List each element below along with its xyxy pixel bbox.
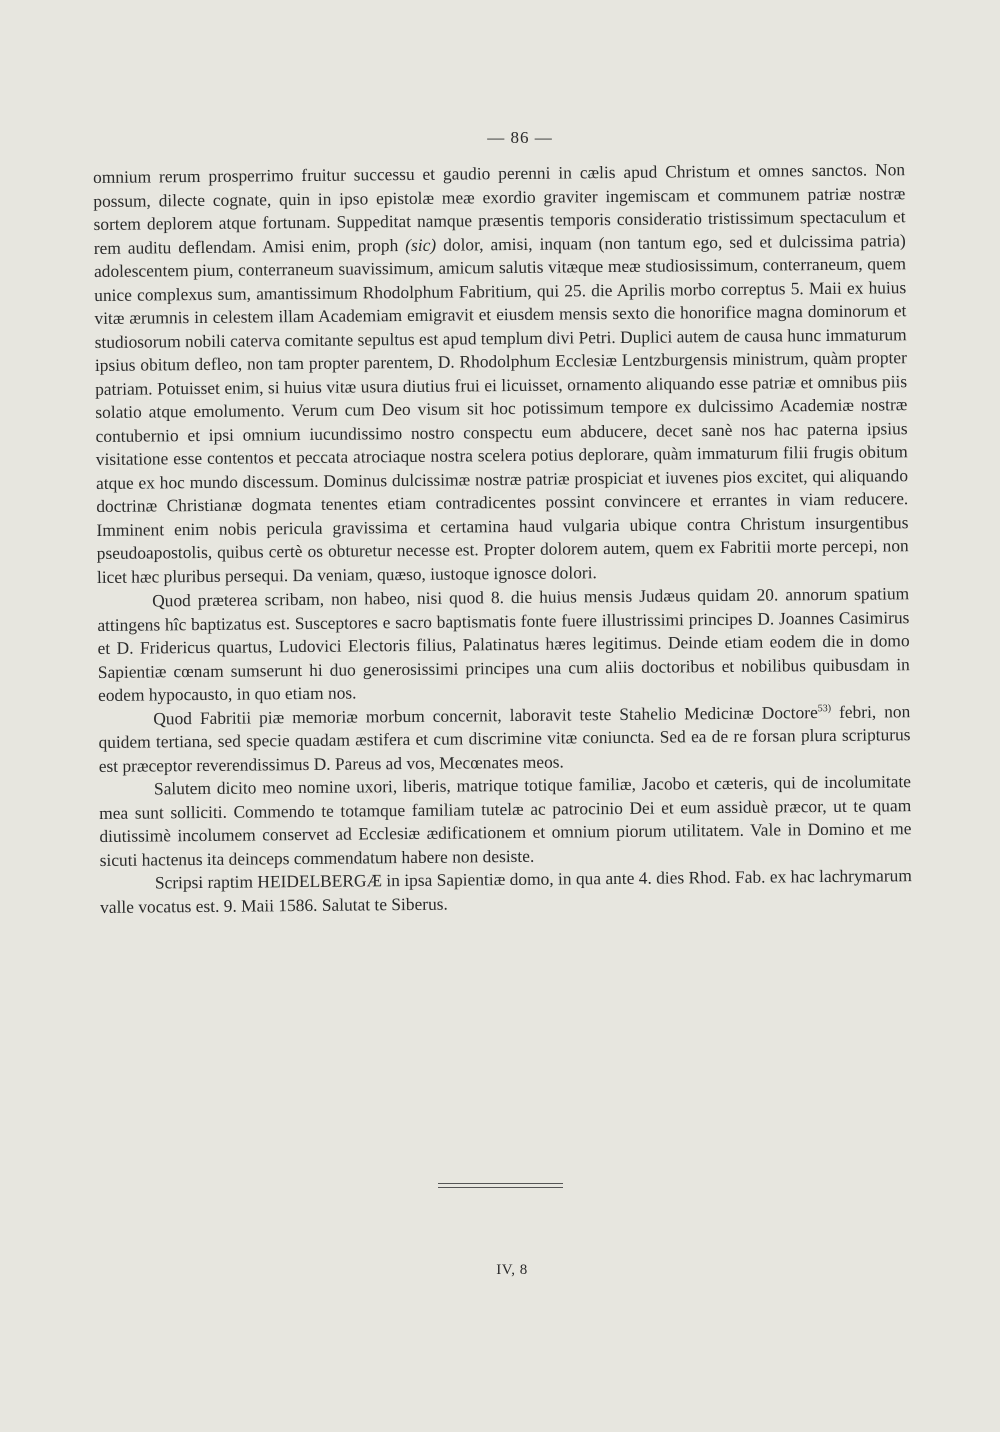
page-number: — 86 — xyxy=(487,128,553,147)
section-divider-bottom xyxy=(438,1187,563,1188)
footnote-marker: 53) xyxy=(817,702,832,714)
paragraph-2: Quod præterea scribam, non habeo, nisi quod 8. die huius mensis Judæus quidam 20. annorum spatium attingens hîc baptizatus est. Susceptores e sacro baptismatis fonte fuere illustrissimi principes D. Joannes Casimirus et D. Fridericus quartus, Ludovici Electoris filius, Palatinatus hæres legitimus. Deinde etiam eodem die in domo Sapientiæ cœnam sumserunt hi duo generosissimi principes una cum aliis doctoribus et nobilibus quibusdam in eodem hypocausto, in quo etiam nos. xyxy=(97,583,910,705)
paragraph-1-text-a: omnium rerum prosperrimo fruitur successu et gaudio perenni in cælis apud Christum et omnes sanctos. Non possum, dilecte cognate, quin in ipso epistolæ meæ exordio graviter ingemiscam et communem patriæ nostræ sortem deplorem atque fortunam. Suppeditat namque præsentis temporis consideratio tristissimum spectaculum et rem auditu deflendam. Amisi enim, proph xyxy=(93,159,906,258)
letter-body xyxy=(93,158,912,919)
paragraph-3-text-b: febri, non quidem tertiana, sed specie quadam æstifera et cum discrimine vitæ coniuncta. Sed ea de re forsan plura scripturus est præceptor reverendissimus D. Pareus ad vos, Mecœnates meos. xyxy=(98,700,911,776)
signature-mark: IV, 8 xyxy=(496,1262,528,1278)
sic-annotation: (sic) xyxy=(405,234,437,255)
paragraph-5: Scripsi raptim HEIDELBERGÆ in ipsa Sapientiæ domo, in qua ante 4. dies Rhod. Fab. ex hac lachrymarum valle vocatus est. 9. Maii 1586. Salutat te Siberus. xyxy=(100,865,912,917)
paragraph-4: Salutem dicito meo nomine uxori, liberis, matrique totique familiæ, Jacobo et cæteris, qui de incolumitate mea sunt solliciti. Commendo te totamque familiam tutelæ ac patrocinio Dei et eum assiduè præcor, ut te quam diutissimè incolumem conservet ad Ecclesiæ ædificationem et omnium piorum utilitatem. Vale in Domino et me sicuti hactenus ita deinceps commendatum habere non desiste. xyxy=(99,771,912,870)
paragraph-1-text-b: dolor, amisi, inquam (non tantum ego, sed et dulcissima patria) adolescentem pium, conterraneum suavissimum, amicum salutis vitæque meæ studiosissimum, conterraneum, quem unice complexus sum, amantissimum Rhodolphum Fabritium, qui 25. die Aprilis morbo correptus 5. Maii ex huius vitæ ærumnis in celestem illam Academiam emigravit et eiusdem mensis sexto die honorifice magna dominorum et studiosorum nobili caterva comitante sepultus est apud templum divi Petri. Duplici autem de causa hunc immaturum ipsius obitum defleo, non tam propter parentem, D. Rhodolphum Ecclesiæ Lentzburgensis ministrum, quàm propter patriam. Potuisset enim, si huius vitæ usura diutius frui ei licuisset, ornamento aliquando esse patriæ et omnibus piis solatio atque emolumento. Verum cum Deo visum sit hoc potissimum tempore ex dulcissimo Academiæ nostræ contubernio et ipsi omnium iucundissimo nostro conspectu eum abducere, decet sanè nos hac paterna ipsius visitatione esse contentos et peccata atrociaque nostra scelera potius deplorare, quàm immaturum filii frugis obitum atque ex hoc mundo discessum. Dominus dulcissimæ nostræ patriæ prospiciat et iuvenes pios excitet, qui aliquando doctrinæ Christianæ dogmata tenentes etiam contradicentes possint convincere et errantes in viam reducere. Imminent enim nobis pericula gravissima et certamina haud vulgaria ubique contra Christum insurgentibus pseudoapostolis, quibus certè os obturetur necesse est. Propter dolorem autem, quem ex Fabritii morte percepi, non licet hæc pluribus persequi. Da veniam, quæso, iustoque ignosce dolori. xyxy=(93,229,909,587)
section-divider-top xyxy=(438,1183,563,1184)
paragraph-1 xyxy=(93,158,909,589)
paragraph-3 xyxy=(98,700,911,778)
paragraph-3-text-a: Quod Fabritii piæ memoriæ morbum concernit, laboravit teste Stahelio Medicinæ Doctore xyxy=(153,701,818,728)
